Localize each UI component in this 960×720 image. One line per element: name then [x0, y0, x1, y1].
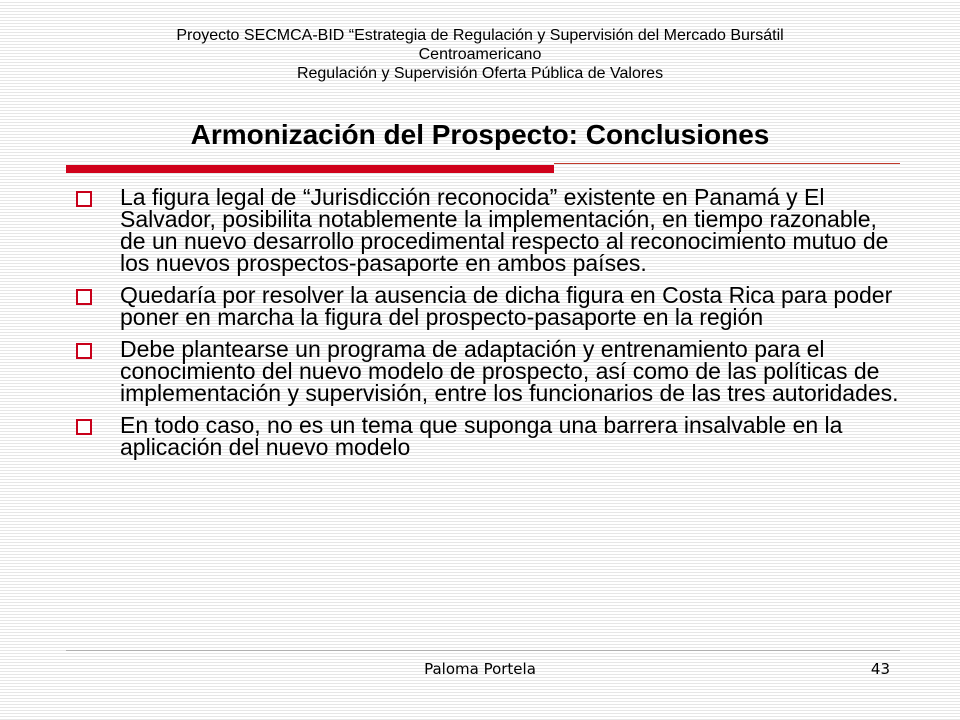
- header-line-2: Centroamericano: [418, 46, 542, 63]
- square-bullet-icon: [76, 419, 92, 435]
- title-accent-bar: [66, 165, 554, 173]
- square-bullet-icon: [76, 289, 92, 305]
- footer-author: Paloma Portela: [424, 660, 536, 678]
- header-line-1: Proyecto SECMCA-BID “Estrategia de Regulación y Supervisión del Mercado Bursátil: [176, 27, 784, 44]
- bullet-text: La figura legal de “Jurisdicción reconocida” existente en Panamá y El Salvador, posibilita notablemente la implementación, en tiempo razonable, de un nuevo desarrollo procedimental respecto al reconocimiento mutuo de los nuevos prospectos-pasaporte en ambos países.: [120, 184, 889, 276]
- bullet-text: En todo caso, no es un tema que suponga una barrera insalvable en la aplicación del nuevo modelo: [120, 412, 843, 460]
- square-bullet-icon: [76, 191, 92, 207]
- bullet-text: Debe plantearse un programa de adaptación y entrenamiento para el conocimiento del nuevo modelo de prospecto, así como de las políticas de implementación y supervisión, entre los funcionarios de las tres autoridades.: [120, 336, 899, 406]
- bullet-text: Quedaría por resolver la ausencia de dicha figura en Costa Rica para poder poner en marcha la figura del prospecto-pasaporte en la región: [120, 282, 893, 330]
- slide-header: [60, 26, 900, 83]
- square-bullet-icon: [76, 343, 92, 359]
- page-number: 43: [870, 660, 890, 678]
- bullet-item: [72, 186, 902, 274]
- header-line-3: Regulación y Supervisión Oferta Pública de Valores: [296, 65, 664, 82]
- title-divider-line: [554, 163, 900, 164]
- bullet-item: [72, 414, 902, 458]
- bullet-list: [72, 186, 902, 468]
- bullet-item: [72, 338, 902, 404]
- footer-divider-line: [66, 650, 900, 651]
- slide-title: Armonización del Prospecto: Conclusiones: [190, 119, 770, 150]
- bullet-item: [72, 284, 902, 328]
